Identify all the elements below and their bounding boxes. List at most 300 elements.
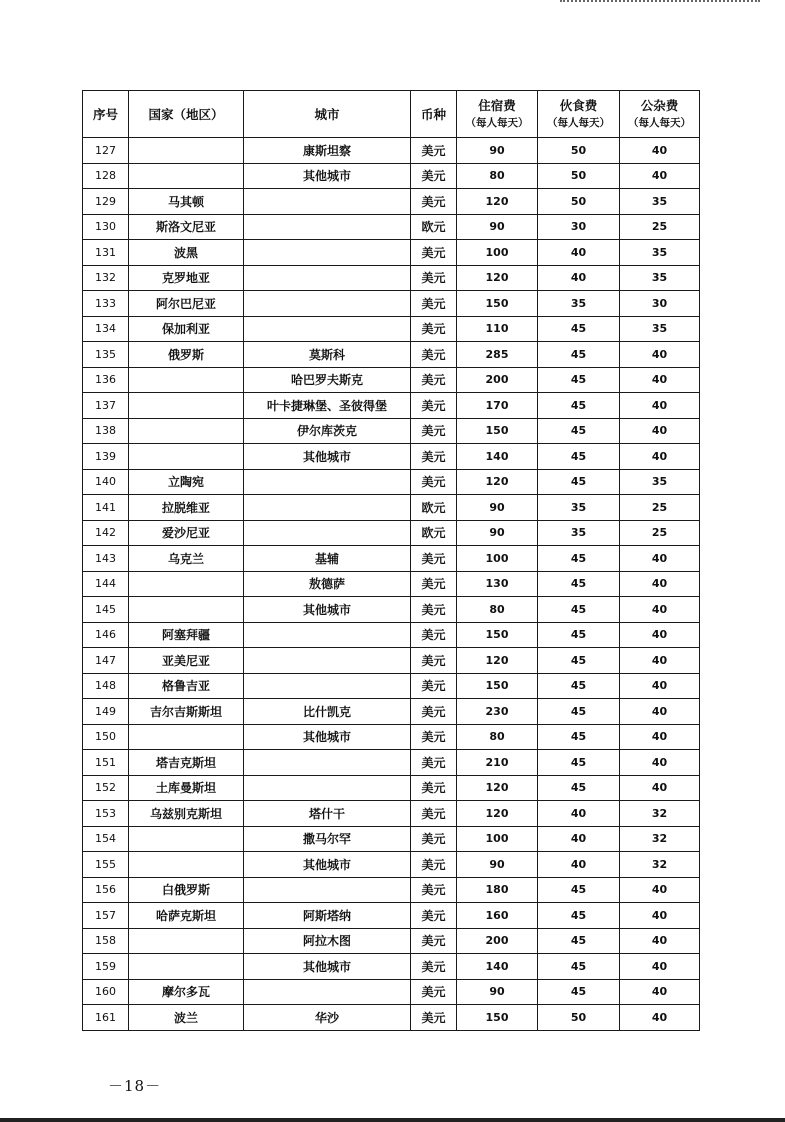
cell-lodging: 140 (457, 444, 538, 470)
cell-food: 45 (538, 775, 620, 801)
cell-country (129, 597, 244, 623)
cell-lodging: 90 (457, 852, 538, 878)
cell-misc: 32 (620, 801, 700, 827)
cell-country: 亚美尼亚 (129, 648, 244, 674)
cell-food: 35 (538, 520, 620, 546)
cell-index: 138 (83, 418, 129, 444)
cell-currency: 美元 (411, 189, 457, 215)
cell-food: 45 (538, 469, 620, 495)
cell-country: 乌克兰 (129, 546, 244, 572)
cell-index: 156 (83, 877, 129, 903)
table-row (83, 648, 700, 674)
cell-country: 波黑 (129, 240, 244, 266)
cell-country (129, 571, 244, 597)
cell-city (244, 214, 411, 240)
cell-index: 145 (83, 597, 129, 623)
cell-country (129, 954, 244, 980)
cell-food: 45 (538, 571, 620, 597)
cell-country: 俄罗斯 (129, 342, 244, 368)
cell-index: 157 (83, 903, 129, 929)
cell-currency: 美元 (411, 291, 457, 317)
cell-index: 151 (83, 750, 129, 776)
cell-currency: 美元 (411, 673, 457, 699)
cell-city: 莫斯科 (244, 342, 411, 368)
cell-food: 40 (538, 801, 620, 827)
cell-lodging: 120 (457, 648, 538, 674)
cell-misc: 25 (620, 214, 700, 240)
cell-country: 斯洛文尼亚 (129, 214, 244, 240)
cell-currency: 美元 (411, 903, 457, 929)
cell-food: 45 (538, 648, 620, 674)
table-row (83, 291, 700, 317)
cell-index: 136 (83, 367, 129, 393)
cell-misc: 40 (620, 1005, 700, 1031)
cell-lodging: 80 (457, 163, 538, 189)
cell-currency: 美元 (411, 316, 457, 342)
cell-city (244, 775, 411, 801)
cell-city (244, 750, 411, 776)
table-header (83, 91, 700, 138)
cell-city: 其他城市 (244, 163, 411, 189)
cell-food: 45 (538, 316, 620, 342)
cell-misc: 40 (620, 444, 700, 470)
cell-index: 132 (83, 265, 129, 291)
cell-misc: 40 (620, 648, 700, 674)
cell-misc: 40 (620, 546, 700, 572)
cell-lodging: 90 (457, 495, 538, 521)
cell-lodging: 90 (457, 138, 538, 164)
cell-index: 141 (83, 495, 129, 521)
cell-currency: 美元 (411, 444, 457, 470)
cell-city (244, 495, 411, 521)
cell-currency: 欧元 (411, 214, 457, 240)
cell-currency: 美元 (411, 622, 457, 648)
header-index: 序号 (83, 91, 129, 138)
cell-lodging: 100 (457, 826, 538, 852)
cell-misc: 40 (620, 342, 700, 368)
table-row (83, 316, 700, 342)
table-row (83, 240, 700, 266)
cell-city: 基辅 (244, 546, 411, 572)
cell-misc: 40 (620, 877, 700, 903)
cell-city: 伊尔库茨克 (244, 418, 411, 444)
cell-city: 比什凯克 (244, 699, 411, 725)
cell-country: 马其顿 (129, 189, 244, 215)
cell-food: 40 (538, 852, 620, 878)
table-row (83, 826, 700, 852)
table-row (83, 852, 700, 878)
cell-city: 华沙 (244, 1005, 411, 1031)
cell-misc: 30 (620, 291, 700, 317)
cell-index: 150 (83, 724, 129, 750)
cell-index: 161 (83, 1005, 129, 1031)
cell-country: 立陶宛 (129, 469, 244, 495)
cell-lodging: 150 (457, 418, 538, 444)
cell-city: 敖德萨 (244, 571, 411, 597)
header-misc-label: 公杂费 (640, 98, 679, 113)
cell-index: 127 (83, 138, 129, 164)
cell-city: 其他城市 (244, 852, 411, 878)
cell-country (129, 163, 244, 189)
cell-lodging: 150 (457, 1005, 538, 1031)
cell-misc: 40 (620, 699, 700, 725)
cell-currency: 美元 (411, 367, 457, 393)
table-row (83, 571, 700, 597)
cell-index: 130 (83, 214, 129, 240)
cell-food: 45 (538, 928, 620, 954)
cell-lodging: 150 (457, 673, 538, 699)
cell-lodging: 200 (457, 367, 538, 393)
table-row (83, 520, 700, 546)
cell-food: 45 (538, 673, 620, 699)
cell-lodging: 140 (457, 954, 538, 980)
header-food-label: 伙食费 (559, 98, 598, 113)
cell-food: 45 (538, 903, 620, 929)
cell-city (244, 520, 411, 546)
cell-food: 45 (538, 750, 620, 776)
table-row (83, 979, 700, 1005)
cell-misc: 40 (620, 979, 700, 1005)
cell-city: 阿斯塔纳 (244, 903, 411, 929)
cell-lodging: 160 (457, 903, 538, 929)
cell-lodging: 90 (457, 520, 538, 546)
cell-country (129, 138, 244, 164)
table-row (83, 750, 700, 776)
cell-lodging: 150 (457, 622, 538, 648)
cell-country: 哈萨克斯坦 (129, 903, 244, 929)
cell-misc: 25 (620, 520, 700, 546)
cell-lodging: 90 (457, 979, 538, 1005)
table-row (83, 1005, 700, 1031)
cell-misc: 40 (620, 367, 700, 393)
cell-misc: 40 (620, 903, 700, 929)
cell-index: 148 (83, 673, 129, 699)
table-row (83, 699, 700, 725)
cell-country (129, 852, 244, 878)
header-city: 城市 (244, 91, 411, 138)
cell-food: 45 (538, 724, 620, 750)
table-row (83, 954, 700, 980)
cell-city (244, 265, 411, 291)
cell-city (244, 877, 411, 903)
table-row (83, 801, 700, 827)
cell-city (244, 979, 411, 1005)
header-misc-unit: （每人每天） (628, 117, 691, 129)
cell-food: 45 (538, 546, 620, 572)
top-edge-rule (560, 0, 760, 5)
cell-misc: 35 (620, 240, 700, 266)
table-row (83, 495, 700, 521)
table-row (83, 444, 700, 470)
cell-misc: 40 (620, 571, 700, 597)
cell-food: 45 (538, 444, 620, 470)
cell-country: 阿塞拜疆 (129, 622, 244, 648)
table-row (83, 469, 700, 495)
cell-food: 50 (538, 1005, 620, 1031)
cell-misc: 40 (620, 393, 700, 419)
cell-lodging: 100 (457, 546, 538, 572)
cell-currency: 欧元 (411, 495, 457, 521)
cell-index: 129 (83, 189, 129, 215)
cell-currency: 美元 (411, 724, 457, 750)
cell-city: 阿拉木图 (244, 928, 411, 954)
cell-index: 139 (83, 444, 129, 470)
cell-misc: 35 (620, 265, 700, 291)
cell-country: 白俄罗斯 (129, 877, 244, 903)
cell-lodging: 120 (457, 265, 538, 291)
header-lodging-label: 住宿费 (478, 98, 516, 113)
cell-city (244, 240, 411, 266)
cell-misc: 40 (620, 928, 700, 954)
cell-country: 爱沙尼亚 (129, 520, 244, 546)
cell-index: 154 (83, 826, 129, 852)
cell-lodging: 120 (457, 189, 538, 215)
cell-lodging: 80 (457, 597, 538, 623)
cell-food: 45 (538, 699, 620, 725)
table-body (83, 138, 700, 1031)
cell-city (244, 648, 411, 674)
table-row (83, 775, 700, 801)
cell-country: 摩尔多瓦 (129, 979, 244, 1005)
table-row (83, 597, 700, 623)
cell-city (244, 673, 411, 699)
cell-city: 其他城市 (244, 597, 411, 623)
cell-food: 40 (538, 240, 620, 266)
table-row (83, 928, 700, 954)
cell-food: 45 (538, 393, 620, 419)
cell-food: 45 (538, 418, 620, 444)
cell-misc: 40 (620, 673, 700, 699)
cell-food: 45 (538, 954, 620, 980)
header-country: 国家（地区） (129, 91, 244, 138)
cell-index: 146 (83, 622, 129, 648)
cell-lodging: 120 (457, 469, 538, 495)
cell-city: 其他城市 (244, 954, 411, 980)
cell-currency: 美元 (411, 546, 457, 572)
cell-index: 147 (83, 648, 129, 674)
cell-food: 30 (538, 214, 620, 240)
cell-country (129, 393, 244, 419)
cell-currency: 美元 (411, 699, 457, 725)
header-food-unit: （每人每天） (547, 117, 610, 129)
cell-misc: 40 (620, 597, 700, 623)
cell-food: 45 (538, 597, 620, 623)
header-lodging (457, 91, 538, 138)
cell-index: 160 (83, 979, 129, 1005)
cell-currency: 欧元 (411, 520, 457, 546)
cell-currency: 美元 (411, 597, 457, 623)
cell-country: 波兰 (129, 1005, 244, 1031)
cell-country: 保加利亚 (129, 316, 244, 342)
cell-index: 134 (83, 316, 129, 342)
table-row (83, 418, 700, 444)
cell-country (129, 418, 244, 444)
cell-currency: 美元 (411, 979, 457, 1005)
cell-currency: 美元 (411, 775, 457, 801)
cell-food: 35 (538, 495, 620, 521)
cell-misc: 32 (620, 852, 700, 878)
cell-country: 乌兹别克斯坦 (129, 801, 244, 827)
table-row (83, 163, 700, 189)
cell-misc: 35 (620, 469, 700, 495)
cell-index: 158 (83, 928, 129, 954)
cell-lodging: 130 (457, 571, 538, 597)
table-row (83, 393, 700, 419)
cell-country (129, 826, 244, 852)
cell-country (129, 724, 244, 750)
header-row (83, 91, 700, 138)
cell-city (244, 291, 411, 317)
table-row (83, 265, 700, 291)
cell-lodging: 285 (457, 342, 538, 368)
cell-lodging: 120 (457, 801, 538, 827)
cell-food: 35 (538, 291, 620, 317)
travel-expense-table (82, 90, 700, 1031)
cell-city (244, 189, 411, 215)
cell-misc: 35 (620, 316, 700, 342)
cell-country: 拉脱维亚 (129, 495, 244, 521)
cell-misc: 40 (620, 163, 700, 189)
table-row (83, 673, 700, 699)
cell-city: 其他城市 (244, 444, 411, 470)
cell-currency: 美元 (411, 648, 457, 674)
cell-currency: 美元 (411, 1005, 457, 1031)
cell-index: 135 (83, 342, 129, 368)
cell-lodging: 210 (457, 750, 538, 776)
cell-city: 塔什干 (244, 801, 411, 827)
cell-misc: 40 (620, 750, 700, 776)
cell-index: 149 (83, 699, 129, 725)
cell-city: 康斯坦察 (244, 138, 411, 164)
cell-city: 其他城市 (244, 724, 411, 750)
cell-misc: 32 (620, 826, 700, 852)
cell-misc: 40 (620, 775, 700, 801)
table-row (83, 342, 700, 368)
header-misc (620, 91, 700, 138)
cell-currency: 美元 (411, 877, 457, 903)
cell-index: 144 (83, 571, 129, 597)
table-row (83, 138, 700, 164)
cell-misc: 25 (620, 495, 700, 521)
cell-currency: 美元 (411, 265, 457, 291)
cell-country: 吉尔吉斯斯坦 (129, 699, 244, 725)
cell-currency: 美元 (411, 826, 457, 852)
cell-food: 50 (538, 163, 620, 189)
cell-index: 143 (83, 546, 129, 572)
cell-food: 45 (538, 622, 620, 648)
cell-food: 45 (538, 877, 620, 903)
cell-index: 155 (83, 852, 129, 878)
cell-country (129, 367, 244, 393)
cell-index: 159 (83, 954, 129, 980)
cell-country: 克罗地亚 (129, 265, 244, 291)
cell-food: 50 (538, 189, 620, 215)
cell-lodging: 200 (457, 928, 538, 954)
cell-city (244, 316, 411, 342)
cell-country: 塔吉克斯坦 (129, 750, 244, 776)
cell-city: 撒马尔罕 (244, 826, 411, 852)
cell-currency: 美元 (411, 418, 457, 444)
cell-currency: 美元 (411, 571, 457, 597)
cell-index: 133 (83, 291, 129, 317)
cell-food: 45 (538, 367, 620, 393)
cell-index: 131 (83, 240, 129, 266)
cell-country: 格鲁吉亚 (129, 673, 244, 699)
cell-index: 128 (83, 163, 129, 189)
table-row (83, 877, 700, 903)
cell-misc: 35 (620, 189, 700, 215)
cell-country: 土库曼斯坦 (129, 775, 244, 801)
cell-food: 45 (538, 979, 620, 1005)
cell-currency: 美元 (411, 138, 457, 164)
cell-currency: 美元 (411, 750, 457, 776)
cell-misc: 40 (620, 724, 700, 750)
cell-food: 50 (538, 138, 620, 164)
cell-country (129, 444, 244, 470)
cell-currency: 美元 (411, 163, 457, 189)
cell-food: 40 (538, 826, 620, 852)
cell-country: 阿尔巴尼亚 (129, 291, 244, 317)
table-row (83, 546, 700, 572)
cell-lodging: 230 (457, 699, 538, 725)
cell-misc: 40 (620, 954, 700, 980)
bottom-edge-rule (0, 1118, 785, 1122)
cell-country (129, 928, 244, 954)
table-row (83, 724, 700, 750)
cell-misc: 40 (620, 138, 700, 164)
cell-currency: 美元 (411, 928, 457, 954)
table-row (83, 189, 700, 215)
cell-lodging: 120 (457, 775, 538, 801)
cell-lodging: 100 (457, 240, 538, 266)
table-row (83, 622, 700, 648)
page-number: －18－ (108, 1077, 162, 1095)
cell-index: 153 (83, 801, 129, 827)
cell-currency: 美元 (411, 852, 457, 878)
table-row (83, 367, 700, 393)
cell-currency: 美元 (411, 469, 457, 495)
cell-index: 142 (83, 520, 129, 546)
header-food (538, 91, 620, 138)
cell-currency: 美元 (411, 954, 457, 980)
cell-lodging: 90 (457, 214, 538, 240)
cell-city (244, 469, 411, 495)
cell-currency: 美元 (411, 801, 457, 827)
cell-index: 137 (83, 393, 129, 419)
cell-currency: 美元 (411, 240, 457, 266)
cell-city: 叶卡捷琳堡、圣彼得堡 (244, 393, 411, 419)
header-lodging-unit: （每人每天） (465, 117, 529, 129)
cell-city (244, 622, 411, 648)
cell-misc: 40 (620, 418, 700, 444)
header-currency: 币种 (411, 91, 457, 138)
cell-city: 哈巴罗夫斯克 (244, 367, 411, 393)
cell-lodging: 170 (457, 393, 538, 419)
cell-lodging: 180 (457, 877, 538, 903)
cell-lodging: 110 (457, 316, 538, 342)
cell-index: 152 (83, 775, 129, 801)
cell-lodging: 80 (457, 724, 538, 750)
cell-food: 40 (538, 265, 620, 291)
table-row (83, 214, 700, 240)
cell-currency: 美元 (411, 393, 457, 419)
cell-currency: 美元 (411, 342, 457, 368)
cell-misc: 40 (620, 622, 700, 648)
cell-food: 45 (538, 342, 620, 368)
table-row (83, 903, 700, 929)
cell-lodging: 150 (457, 291, 538, 317)
cell-index: 140 (83, 469, 129, 495)
